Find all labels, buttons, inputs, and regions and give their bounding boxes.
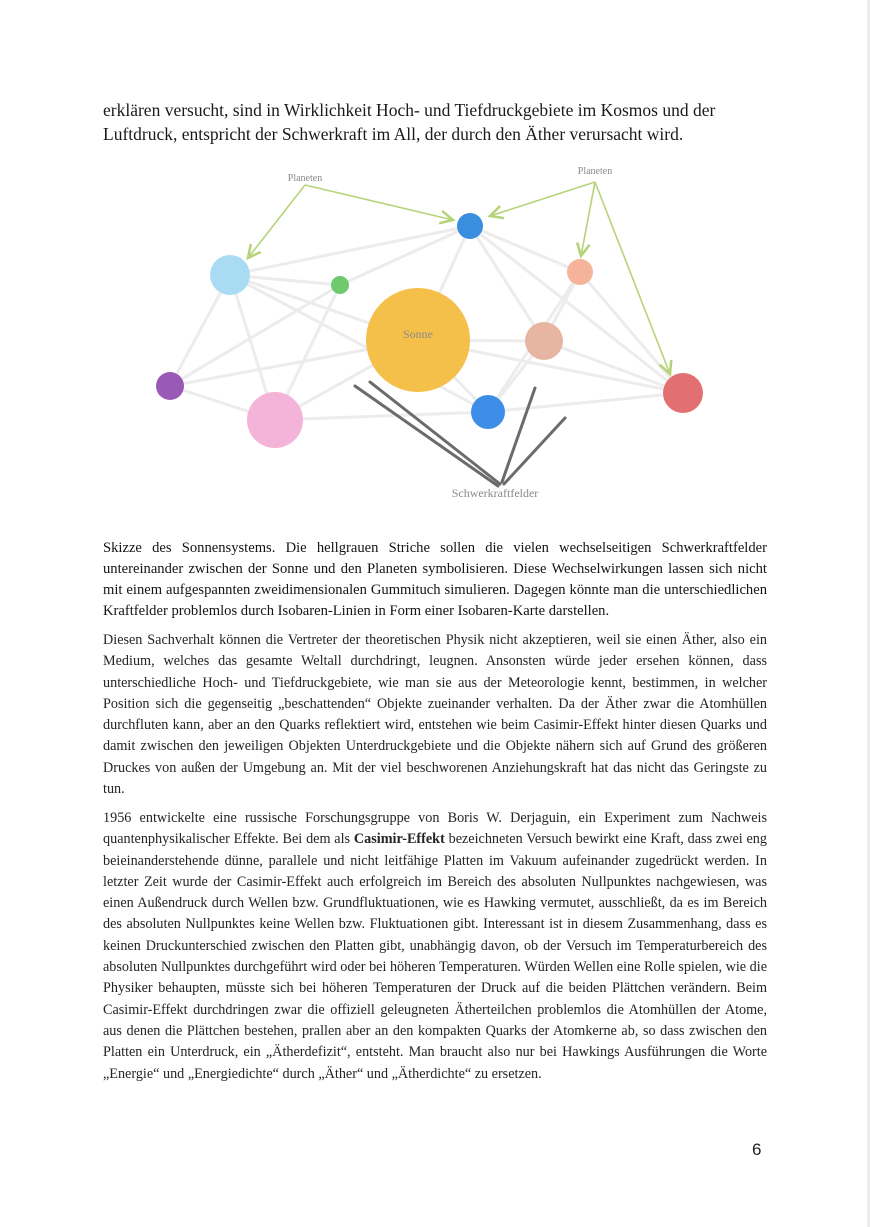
planet-red [663,373,703,413]
casimir-effect-term: Casimir-Effekt [353,831,445,848]
planet-light-blue [210,255,250,295]
planet-pinkish-beige [525,322,563,360]
planet-purple [156,372,184,400]
gravity-fields-label: Schwerkraftfelder [451,486,539,500]
planet-blue-top [457,213,483,239]
planet-pink-large [247,392,303,448]
page-number: 6 [752,1140,762,1159]
solar-system-figure [140,150,740,520]
planets-label-right: Planeten [577,166,613,177]
planet-blue-bottom [471,395,505,429]
body-paragraph-2 [103,808,767,1085]
planet-green-small [331,276,349,294]
body-paragraph-1: Diesen Sachverhalt können die Vertreter der theoretischen Physik nicht akzeptieren, weil sie einen Äther, also ein Medium, welches das gesamte Weltall durchdringt, leugnen. Ansonsten würde jeder ersehen können, dass unterschiedliche Hoch- und Tiefdruckgebiete, wie man sie aus der Meteorologie kennt, bestimmen, in welcher Position sich die gegenseitig „beschattenden“ Objekte zueinander verhalten. Da der Äther zwar die Atomhüllen durchfluten kann, aber an den Quarks reflektiert wird, entstehen wie beim Casimir-Effekt hinter diesen Quarks und damit zwischen den jeweiligen Objekten Unterdruckgebiete und die Objekte nähern sich auf Grund des größeren Druckes von außen der Umgebung an. Mit der viel beschworenen Anziehungskraft hat das nicht das Geringste zu tun. [103,632,767,798]
paragraph-2-text-start: 1956 entwickelte eine russische Forschungsgruppe von Boris W. Derjaguin, ein Experiment zum Nachweis quantenphysikalischer Effekte. Bei dem als [103,810,767,848]
solar-system-sketch [140,150,740,520]
figure-caption: Skizze des Sonnensystems. Die hellgrauen Striche sollen die vielen wechselseitigen Schwerkraftfelder untereinander zwischen der Sonne und den Planeten symbolisieren. Diese Wechselwirkungen lassen sich nicht mit einem aufgespannten zweidimensionalen Gummituch simulieren. Dagegen könnte man die unterschiedlichen Kraftfelder problemlos durch Isobaren-Linien in Form einer Isobaren-Karte darstellen. [103,540,767,619]
planet-peach [567,259,593,285]
planets-label-left: Planeten [287,173,323,184]
sun-label: Sonne [403,327,433,341]
intro-paragraph: erklären versucht, sind in Wirklichkeit Hoch- und Tiefdruckgebiete im Kosmos und der Luftdruck, entspricht der Schwerkraft im All, der durch den Äther verursacht wird. [103,100,716,144]
paragraph-2-text-end: bezeichneten Versuch bewirkt eine Kraft, dass zwei eng beieinanderstehende dünne, parallele und nicht leitfähige Platten im Vakuum aufeinander zugedrückt werden. In letzter Zeit wurde der Casimir-Effekt auch erfolgreich im Bereich des absoluten Nullpunktes nachgewiesen, was einen Außendruck durch Wellen bzw. Grundfluktuationen, wie es Hawking vermutet, ausschließt, da es im Bereich des absoluten Nullpunktes keine Wellen bzw. Fluktuationen gibt. Interessant ist in diesem Zusammenhang, dass es keinen Druckunterschied zwischen den Platten gibt, unabhängig davon, ob der Versuch im Temperaturbereich des absoluten Nullpunktes durchgeführt wird oder bei höheren Temperaturen. Würden Wellen eine Rolle spielen, wie die Physiker behaupten, müsste sich bei höheren Temperaturen der Druck auf die beiden Plättchen verändern. Beim Casimir-Effekt durchdringen zwar die offiziell geleugneten Ätherteilchen problemlos die Atomhüllen der Atome, aus denen die Plättchen bestehen, prallen aber an den kompakten Quarks der Atomkerne ab, so dass zwischen den Platten ein Unterdruck, ein „Ätherdefizit“, entsteht. Man braucht also nur bei Hawkings Ausführungen die Worte „Energie“ und „Energiedichte“ durch „Äther“ und „Ätherdichte“ zu ersetzen. [103,831,767,1082]
